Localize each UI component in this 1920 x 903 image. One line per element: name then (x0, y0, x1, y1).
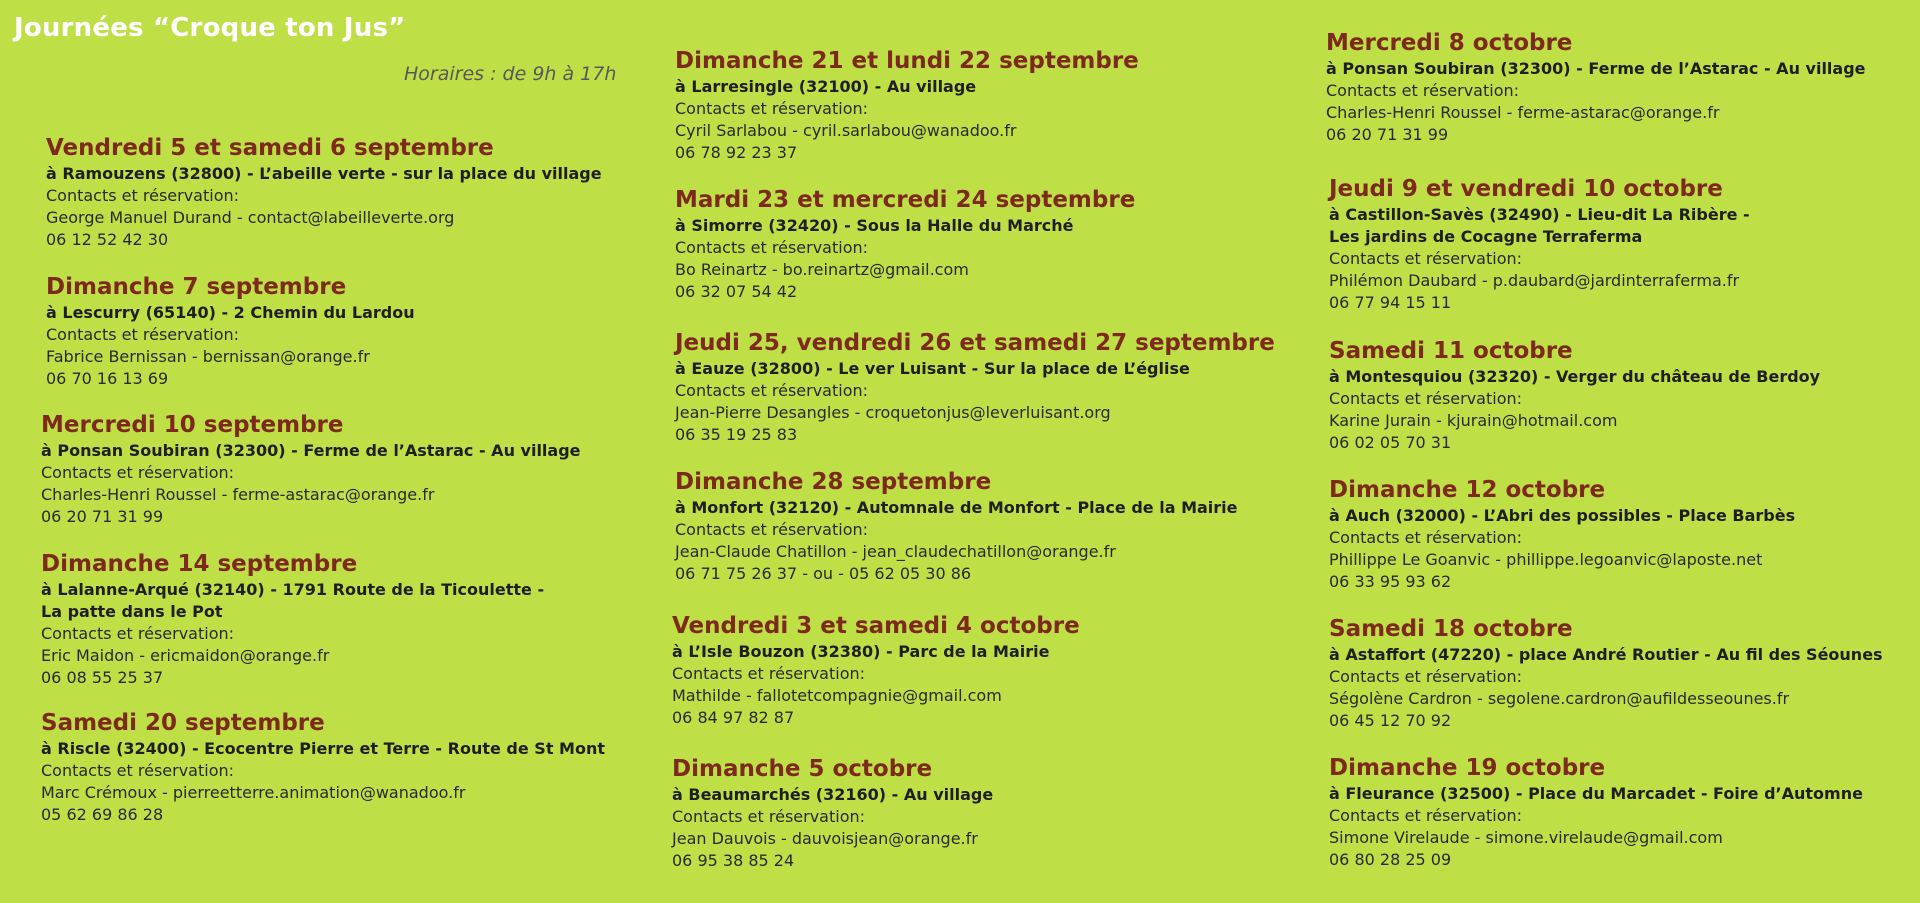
event-contact: Marc Crémoux - pierreetterre.animation@wanadoo.fr (41, 783, 466, 802)
event-block (675, 46, 1139, 164)
event-contact: Fabrice Bernissan - bernissan@orange.fr (46, 347, 370, 366)
event-place: à Ponsan Soubiran (32300) - Ferme de l’Astarac - Au village (1326, 59, 1866, 78)
event-contact: Jean-Pierre Desangles - croquetonjus@leverluisant.org (675, 403, 1111, 422)
event-contact: Jean-Claude Chatillon - jean_claudechatillon@orange.fr (675, 542, 1116, 561)
event-place: à Lescurry (65140) - 2 Chemin du Lardou (46, 303, 415, 322)
event-place: à Riscle (32400) - Ecocentre Pierre et Terre - Route de St Mont (41, 739, 605, 758)
event-phone: 06 20 71 31 99 (41, 507, 164, 526)
event-block (1326, 28, 1866, 146)
event-place: Les jardins de Cocagne Terraferma (1329, 227, 1643, 246)
contacts-label: Contacts et réservation: (46, 325, 240, 344)
contacts-label: Contacts et réservation: (1329, 806, 1523, 825)
event-block (672, 754, 993, 872)
event-place: à Fleurance (32500) - Place du Marcadet - Foire d’Automne (1329, 784, 1863, 803)
opening-hours: Horaires : de 9h à 17h (404, 63, 617, 85)
event-block (41, 708, 605, 826)
event-phone: 06 78 92 23 37 (675, 143, 798, 162)
event-place: à Astaffort (47220) - place André Routier - Au fil des Séounes (1329, 645, 1883, 664)
contacts-label: Contacts et réservation: (1329, 528, 1523, 547)
event-date: Mardi 23 et mercredi 24 septembre (675, 187, 1136, 213)
event-place: à Simorre (32420) - Sous la Halle du Marché (675, 216, 1074, 235)
event-date: Dimanche 21 et lundi 22 septembre (675, 48, 1139, 74)
page-title: Journées “Croque ton Jus” (14, 13, 406, 43)
contacts-label: Contacts et réservation: (672, 807, 866, 826)
event-block (1329, 614, 1883, 732)
event-phone: 06 95 38 85 24 (672, 851, 795, 870)
event-phone: 06 32 07 54 42 (675, 282, 798, 301)
event-place: à Ponsan Soubiran (32300) - Ferme de l’Astarac - Au village (41, 441, 581, 460)
event-place: à Ramouzens (32800) - L’abeille verte - sur la place du village (46, 164, 602, 183)
event-date: Vendredi 3 et samedi 4 octobre (672, 613, 1080, 639)
event-date: Jeudi 9 et vendredi 10 octobre (1329, 176, 1723, 202)
event-contact: Karine Jurain - kjurain@hotmail.com (1329, 411, 1618, 430)
event-phone: 06 35 19 25 83 (675, 425, 798, 444)
event-place: à Lalanne-Arqué (32140) - 1791 Route de la Ticoulette - (41, 580, 545, 599)
event-phone: 06 84 97 82 87 (672, 708, 795, 727)
event-phone: 06 77 94 15 11 (1329, 293, 1452, 312)
event-date: Jeudi 25, vendredi 26 et samedi 27 septembre (675, 330, 1275, 356)
event-date: Dimanche 12 octobre (1329, 477, 1606, 503)
contacts-label: Contacts et réservation: (1329, 389, 1523, 408)
event-place: à Eauze (32800) - Le ver Luisant - Sur la place de L’église (675, 359, 1190, 378)
event-place: à Beaumarchés (32160) - Au village (672, 785, 994, 804)
event-contact: Philémon Daubard - p.daubard@jardinterraferma.fr (1329, 271, 1740, 290)
contacts-label: Contacts et réservation: (675, 99, 869, 118)
event-phone: 06 33 95 93 62 (1329, 572, 1452, 591)
event-date: Mercredi 10 septembre (41, 412, 344, 438)
event-date: Samedi 11 octobre (1329, 338, 1573, 364)
event-place: à Montesquiou (32320) - Verger du château de Berdoy (1329, 367, 1821, 386)
event-block (1329, 475, 1795, 593)
event-block (1329, 174, 1750, 314)
event-phone: 06 20 71 31 99 (1326, 125, 1449, 144)
event-place: à Castillon-Savès (32490) - Lieu-dit La Ribère - (1329, 205, 1750, 224)
contacts-label: Contacts et réservation: (41, 761, 235, 780)
contacts-label: Contacts et réservation: (675, 381, 869, 400)
event-date: Dimanche 7 septembre (46, 274, 347, 300)
contacts-label: Contacts et réservation: (675, 238, 869, 257)
event-date: Dimanche 19 octobre (1329, 755, 1606, 781)
contacts-label: Contacts et réservation: (46, 186, 240, 205)
event-contact: Jean Dauvois - dauvoisjean@orange.fr (672, 829, 978, 848)
contacts-label: Contacts et réservation: (41, 463, 235, 482)
event-phone: 05 62 69 86 28 (41, 805, 164, 824)
event-contact: Charles-Henri Roussel - ferme-astarac@orange.fr (41, 485, 435, 504)
contacts-label: Contacts et réservation: (1329, 667, 1523, 686)
event-phone: 06 45 12 70 92 (1329, 711, 1452, 730)
event-phone: 06 02 05 70 31 (1329, 433, 1452, 452)
event-date: Samedi 18 octobre (1329, 616, 1573, 642)
event-block (675, 467, 1238, 585)
event-phone: 06 71 75 26 37 - ou - 05 62 05 30 86 (675, 564, 972, 583)
contacts-label: Contacts et réservation: (1329, 249, 1523, 268)
event-block (46, 133, 602, 251)
event-date: Dimanche 28 septembre (675, 469, 992, 495)
event-contact: Ségolène Cardron - segolene.cardron@aufildesseounes.fr (1329, 689, 1790, 708)
event-place: à Auch (32000) - L’Abri des possibles - Place Barbès (1329, 506, 1796, 525)
contacts-label: Contacts et réservation: (675, 520, 869, 539)
event-contact: Mathilde - fallotetcompagnie@gmail.com (672, 686, 1002, 705)
event-date: Vendredi 5 et samedi 6 septembre (46, 135, 494, 161)
event-phone: 06 12 52 42 30 (46, 230, 169, 249)
event-block (46, 272, 415, 390)
event-phone: 06 70 16 13 69 (46, 369, 169, 388)
event-contact: Eric Maidon - ericmaidon@orange.fr (41, 646, 330, 665)
event-contact: Cyril Sarlabou - cyril.sarlabou@wanadoo.fr (675, 121, 1017, 140)
event-block (1329, 753, 1863, 871)
event-place: à Larresingle (32100) - Au village (675, 77, 977, 96)
contacts-label: Contacts et réservation: (41, 624, 235, 643)
event-phone: 06 80 28 25 09 (1329, 850, 1452, 869)
event-contact: George Manuel Durand - contact@labeilleverte.org (46, 208, 455, 227)
event-contact: Phillippe Le Goanvic - phillippe.legoanvic@laposte.net (1329, 550, 1763, 569)
event-phone: 06 08 55 25 37 (41, 668, 164, 687)
event-date: Dimanche 14 septembre (41, 551, 358, 577)
event-contact: Simone Virelaude - simone.virelaude@gmail.com (1329, 828, 1723, 847)
event-place: à L’Isle Bouzon (32380) - Parc de la Mairie (672, 642, 1050, 661)
event-block (1329, 336, 1820, 454)
event-place: La patte dans le Pot (41, 602, 223, 621)
event-date: Dimanche 5 octobre (672, 756, 933, 782)
contacts-label: Contacts et réservation: (672, 664, 866, 683)
event-contact: Charles-Henri Roussel - ferme-astarac@orange.fr (1326, 103, 1720, 122)
event-block (675, 328, 1275, 446)
event-date: Samedi 20 septembre (41, 710, 325, 736)
event-place: à Monfort (32120) - Automnale de Monfort - Place de la Mairie (675, 498, 1238, 517)
event-block (675, 185, 1135, 303)
event-block (672, 611, 1080, 729)
event-contact: Bo Reinartz - bo.reinartz@gmail.com (675, 260, 969, 279)
contacts-label: Contacts et réservation: (1326, 81, 1520, 100)
event-block (41, 410, 581, 528)
event-date: Mercredi 8 octobre (1326, 30, 1573, 56)
event-block (41, 549, 544, 689)
